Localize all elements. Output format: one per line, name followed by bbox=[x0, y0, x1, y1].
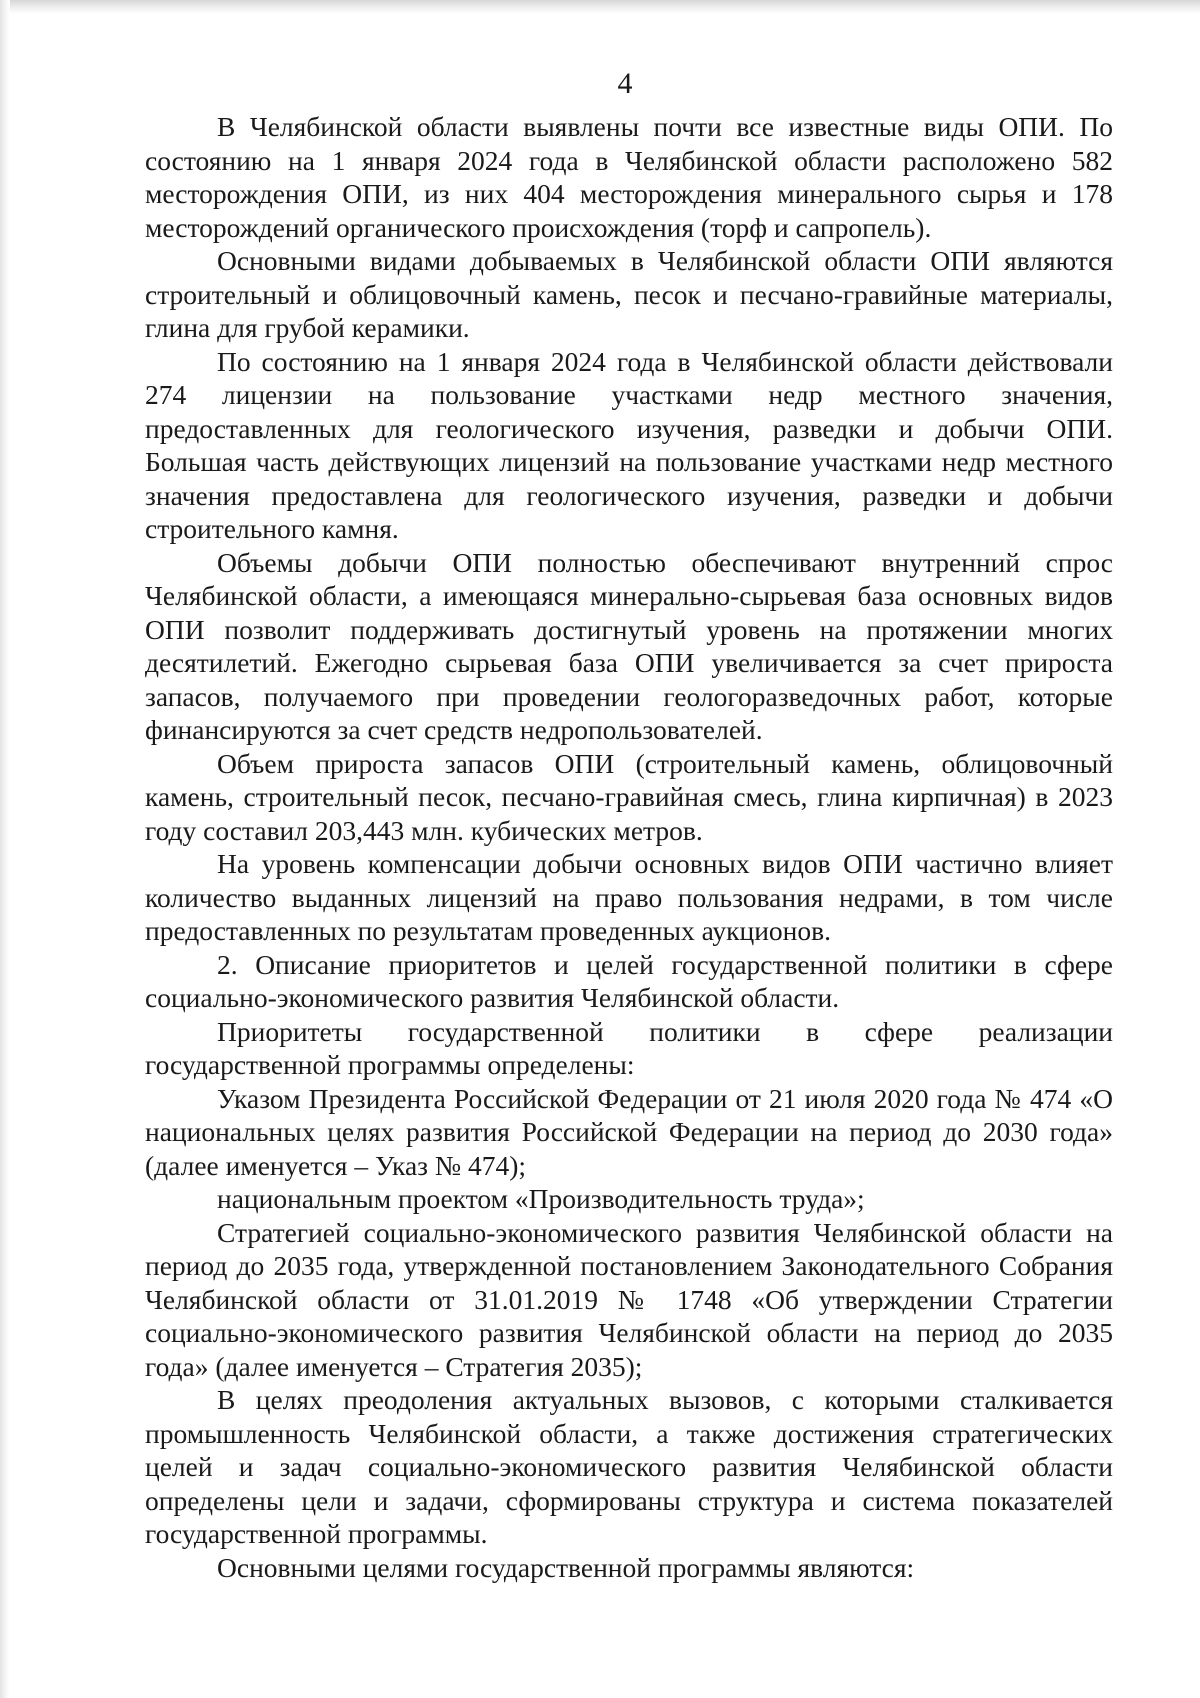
document-body bbox=[145, 110, 1113, 1584]
paragraph: Основными целями государственной программы являются: bbox=[217, 1551, 915, 1583]
paragraph: На уровень компенсации добычи основных видов ОПИ частично влияет количество выданных лицензий на право пользования недрами, в том числе предоставленных по результатам проведенных аукционов. bbox=[145, 848, 1113, 946]
list-item: национальным проектом «Производительность труда»; bbox=[217, 1183, 865, 1214]
paragraph: В Челябинской области выявлены почти все известные виды ОПИ. По состоянию на 1 января 2024 года в Челябинской области расположено 582 месторождения ОПИ, из них 404 месторождения минерального сырья и 178 месторождений органического происхождения (торф и сапропель). bbox=[145, 111, 1113, 243]
scan-edge-top bbox=[0, 0, 1200, 14]
paragraph: По состоянию на 1 января 2024 года в Челябинской области действовали 274 лицензии на пользование участками недр местного значения, предоставленных для геологического изучения, разведки и добычи ОПИ. Большая часть действующих лицензий на пользование участками недр местного значения предоставлена для геологического изучения, разведки и добычи строительного камня. bbox=[145, 345, 1113, 544]
list-item: Стратегией социально-экономического развития Челябинской области на период до 2035 года, утвержденной постановлением Законодательного Собрания Челябинской области от 31.01.2019 № 1748 «Об утверждении Стратегии социально-экономического развития Челябинской области на период до 2035 года» (далее именуется – Стратегия 2035); bbox=[145, 1216, 1113, 1382]
section-heading: 2. Описание приоритетов и целей государственной политики в сфере социально-экономического развития Челябинской области. bbox=[145, 948, 1113, 1013]
paragraph: Основными видами добываемых в Челябинской области ОПИ являются строительный и облицовочный камень, песок и песчано-гравийные материалы, глина для грубой керамики. bbox=[145, 245, 1113, 343]
paragraph: Объемы добычи ОПИ полностью обеспечивают внутренний спрос Челябинской области, а имеющаяся минерально-сырьевая база основных видов ОПИ позволит поддерживать достигнутый уровень на протяжении многих десятилетий. Ежегодно сырьевая база ОПИ увеличивается за счет прироста запасов, получаемого при проведении геологоразведочных работ, которые финансируются за счет средств недропользователей. bbox=[145, 546, 1113, 745]
page-number: 4 bbox=[617, 67, 633, 100]
paragraph: Приоритеты государственной политики в сфере реализации государственной программы определены: bbox=[145, 1015, 1113, 1080]
list-item: Указом Президента Российской Федерации от 21 июля 2020 года № 474 «О национальных целях развития Российской Федерации на период до 2030 года» (далее именуется – Указ № 474); bbox=[145, 1082, 1113, 1181]
paragraph: Объем прироста запасов ОПИ (строительный камень, облицовочный камень, строительный песок, песчано-гравийная смесь, глина кирпичная) в 2023 году составил 203,443 млн. кубических метров. bbox=[145, 747, 1113, 846]
paragraph: В целях преодоления актуальных вызовов, с которыми сталкивается промышленность Челябинской области, а также достижения стратегических целей и задач социально-экономического развития Челябинской области определены цели и задачи, сформированы структура и система показателей государственной программы. bbox=[145, 1384, 1113, 1549]
scan-edge-left bbox=[0, 0, 10, 1698]
